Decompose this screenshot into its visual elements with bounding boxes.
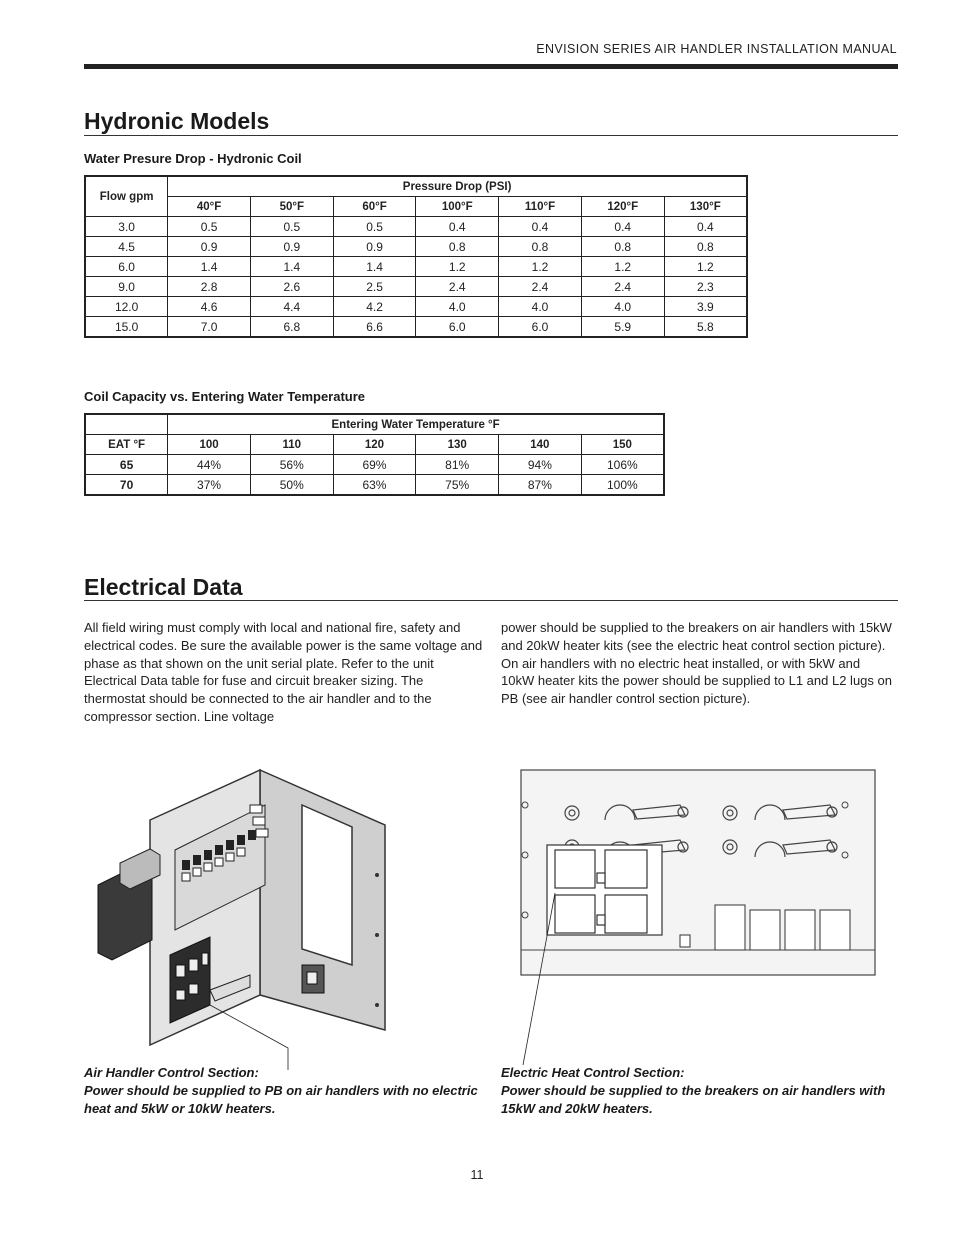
pressure-drop-cell: 6.0 [416, 317, 499, 338]
electrical-paragraph-right: power should be supplied to the breakers on air handlers with 15kW and 20kW heater kits (see the electric heat control section picture). On air handlers with no electric heat installed, or with 5kW and 10kW heater kits the power should be supplied to L1 and L2 lugs on PB (see air handler control section picture). [501, 620, 892, 707]
capacity-empty-corner [85, 414, 168, 435]
air-handler-caption [84, 1064, 484, 1118]
capacity-cell: 87% [499, 475, 582, 496]
pressure-drop-cell: 2.4 [416, 277, 499, 297]
capacity-cell: 56% [250, 455, 333, 475]
pressure-drop-cell: 2.6 [250, 277, 333, 297]
pressure-column-header: 50°F [250, 197, 333, 217]
eat-cell: 70 [85, 475, 168, 496]
pressure-drop-cell: 4.2 [333, 297, 416, 317]
capacity-cell: 63% [333, 475, 416, 496]
pressure-drop-cell: 0.5 [168, 217, 251, 237]
electrical-section-title: Electrical Data [84, 574, 243, 600]
table-row [85, 455, 664, 475]
capacity-cell: 75% [416, 475, 499, 496]
capacity-column-header: 130 [416, 435, 499, 455]
pressure-drop-cell: 1.2 [664, 257, 747, 277]
pressure-drop-cell: 1.4 [333, 257, 416, 277]
capacity-cell: 81% [416, 455, 499, 475]
pressure-drop-group-header: Pressure Drop (PSI) [168, 176, 747, 197]
capacity-column-header: 140 [499, 435, 582, 455]
table-row [85, 297, 747, 317]
capacity-column-header: 120 [333, 435, 416, 455]
air-handler-caption-title: Air Handler Control Section: [84, 1065, 259, 1080]
pressure-column-header: 110°F [499, 197, 582, 217]
eat-header: EAT °F [85, 435, 168, 455]
pressure-drop-cell: 1.4 [250, 257, 333, 277]
pressure-drop-cell: 3.9 [664, 297, 747, 317]
table-row [85, 317, 747, 338]
table-row [85, 217, 747, 237]
electric-heat-caption [501, 1064, 896, 1118]
electric-heat-caption-body: Power should be supplied to the breakers on air handlers with 15kW and 20kW heaters. [501, 1083, 886, 1116]
pressure-drop-cell: 6.8 [250, 317, 333, 338]
hydronic-section-rule [84, 135, 898, 136]
pressure-drop-cell: 4.4 [250, 297, 333, 317]
pressure-drop-cell: 1.4 [168, 257, 251, 277]
pressure-drop-cell: 1.2 [581, 257, 664, 277]
flow-gpm-cell: 15.0 [85, 317, 168, 338]
pressure-drop-cell: 0.4 [499, 217, 582, 237]
capacity-cell: 44% [168, 455, 251, 475]
pressure-drop-cell: 0.8 [499, 237, 582, 257]
manual-header-title: ENVISION SERIES AIR HANDLER INSTALLATION MANUAL [536, 42, 897, 56]
flow-gpm-cell: 12.0 [85, 297, 168, 317]
pressure-drop-cell: 0.5 [250, 217, 333, 237]
header-rule [84, 64, 898, 69]
pressure-drop-cell: 0.8 [664, 237, 747, 257]
entering-water-group-header: Entering Water Temperature °F [168, 414, 664, 435]
coil-capacity-table [84, 413, 665, 496]
flow-gpm-header: Flow gpm [85, 176, 168, 217]
electrical-section-rule [84, 600, 898, 601]
capacity-table-title: Coil Capacity vs. Entering Water Temperature [84, 389, 366, 404]
electric-heat-caption-title: Electric Heat Control Section: [501, 1065, 685, 1080]
flow-gpm-cell: 4.5 [85, 237, 168, 257]
capacity-cell: 100% [581, 475, 664, 496]
pressure-column-header: 130°F [664, 197, 747, 217]
pressure-drop-cell: 2.5 [333, 277, 416, 297]
pressure-drop-cell: 4.0 [499, 297, 582, 317]
pressure-drop-cell: 2.3 [664, 277, 747, 297]
pressure-column-header: 100°F [416, 197, 499, 217]
capacity-cell: 69% [333, 455, 416, 475]
flow-gpm-cell: 3.0 [85, 217, 168, 237]
electrical-paragraph-left: All field wiring must comply with local and national fire, safety and electrical codes. Be sure the available power is the same voltage and phase as that shown on the unit serial plate. Refer to the unit Electrical Data table for fuse and circuit breaker sizing. The thermostat should be connected to the air handler and to the compressor section. Line voltage [84, 620, 483, 724]
pressure-drop-cell: 1.2 [499, 257, 582, 277]
capacity-cell: 37% [168, 475, 251, 496]
pressure-drop-cell: 0.4 [416, 217, 499, 237]
pressure-drop-cell: 2.4 [581, 277, 664, 297]
pressure-drop-cell: 0.9 [250, 237, 333, 257]
pressure-column-header: 60°F [333, 197, 416, 217]
pressure-drop-cell: 6.6 [333, 317, 416, 338]
pressure-table-title: Water Presure Drop - Hydronic Coil [84, 151, 302, 166]
pressure-drop-cell: 0.8 [416, 237, 499, 257]
pressure-drop-cell: 6.0 [499, 317, 582, 338]
page-number: 11 [470, 1168, 484, 1182]
pressure-drop-cell: 2.8 [168, 277, 251, 297]
electric-heat-control-section-image [515, 765, 880, 1070]
pressure-drop-cell: 0.9 [168, 237, 251, 257]
pressure-drop-table [84, 175, 748, 338]
pressure-drop-cell: 1.2 [416, 257, 499, 277]
pressure-drop-cell: 5.8 [664, 317, 747, 338]
flow-gpm-cell: 9.0 [85, 277, 168, 297]
pressure-drop-cell: 0.8 [581, 237, 664, 257]
table-row [85, 277, 747, 297]
pressure-drop-cell: 4.6 [168, 297, 251, 317]
pressure-drop-cell: 7.0 [168, 317, 251, 338]
hydronic-section-title: Hydronic Models [84, 108, 270, 134]
pressure-drop-cell: 4.0 [581, 297, 664, 317]
capacity-cell: 94% [499, 455, 582, 475]
pressure-drop-cell: 4.0 [416, 297, 499, 317]
pressure-drop-cell: 5.9 [581, 317, 664, 338]
capacity-column-header: 110 [250, 435, 333, 455]
capacity-column-header: 150 [581, 435, 664, 455]
pressure-drop-cell: 2.4 [499, 277, 582, 297]
eat-cell: 65 [85, 455, 168, 475]
pressure-column-header: 120°F [581, 197, 664, 217]
capacity-cell: 106% [581, 455, 664, 475]
table-row [85, 475, 664, 496]
air-handler-caption-body: Power should be supplied to PB on air handlers with no electric heat and 5kW or 10kW heaters. [84, 1083, 478, 1116]
pressure-drop-cell: 0.4 [664, 217, 747, 237]
capacity-column-header: 100 [168, 435, 251, 455]
table-row [85, 257, 747, 277]
table-row [85, 237, 747, 257]
pressure-drop-cell: 0.4 [581, 217, 664, 237]
flow-gpm-cell: 6.0 [85, 257, 168, 277]
pressure-drop-cell: 0.5 [333, 217, 416, 237]
pressure-column-header: 40°F [168, 197, 251, 217]
air-handler-control-section-image [90, 765, 400, 1070]
capacity-cell: 50% [250, 475, 333, 496]
pressure-drop-cell: 0.9 [333, 237, 416, 257]
